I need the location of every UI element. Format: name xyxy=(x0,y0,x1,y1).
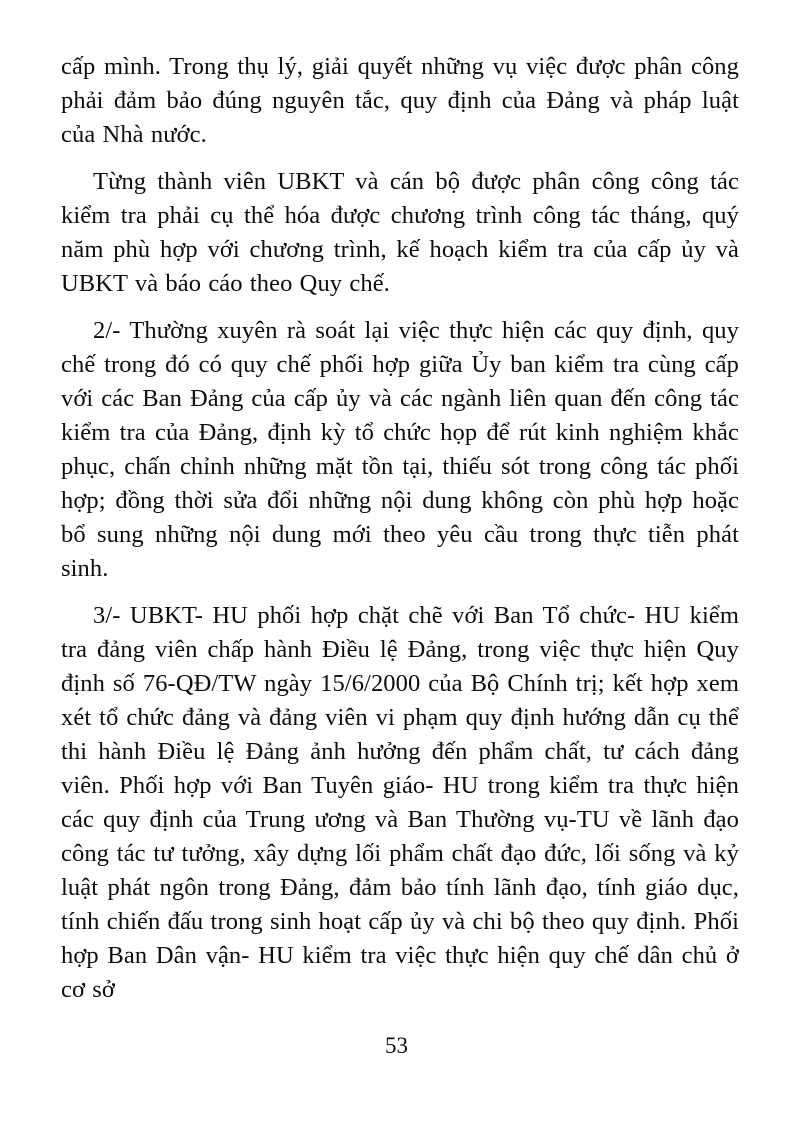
body-paragraph: cấp mình. Trong thụ lý, giải quyết những vụ việc được phân công phải đảm bảo đúng nguyên tắc, quy định của Đảng và pháp luật của Nhà nước. xyxy=(61,53,739,148)
body-paragraph: Từng thành viên UBKT và cán bộ được phân công công tác kiểm tra phải cụ thể hóa được chương trình công tác tháng, quý năm phù hợp với chương trình, kế hoạch kiểm tra của cấp ủy và UBKT và báo cáo theo Quy chế. xyxy=(61,168,739,297)
page-number: 53 xyxy=(385,1033,408,1058)
body-paragraph: 3/- UBKT- HU phối hợp chặt chẽ với Ban Tổ chức- HU kiểm tra đảng viên chấp hành Điều lệ Đảng, trong việc thực hiện Quy định số 76-QĐ/TW ngày 15/6/2000 của Bộ Chính trị; kết hợp xem xét tổ chức đảng và đảng viên vi phạm quy định hướng dẫn cụ thể thi hành Điều lệ Đảng ảnh hưởng đến phẩm chất, tư cách đảng viên. Phối hợp với Ban Tuyên giáo- HU trong kiểm tra thực hiện các quy định của Trung ương và Ban Thường vụ-TU về lãnh đạo công tác tư tưởng, xây dựng lối phẩm chất đạo đức, lối sống và kỷ luật phát ngôn trong Đảng, đảm bảo tính lãnh đạo, tính giáo dục, tính chiến đấu trong sinh hoạt cấp ủy và chi bộ theo quy định. Phối hợp Ban Dân vận- HU kiểm tra việc thực hiện quy chế dân chủ ở cơ sở xyxy=(61,602,739,1003)
body-text-block xyxy=(61,50,739,1020)
page-footer xyxy=(0,1033,793,1059)
body-paragraph: 2/- Thường xuyên rà soát lại việc thực hiện các quy định, quy chế trong đó có quy chế phối hợp giữa Ủy ban kiểm tra cùng cấp với các Ban Đảng của cấp ủy và các ngành liên quan đến công tác kiểm tra của Đảng, định kỳ tổ chức họp để rút kinh nghiệm khắc phục, chấn chỉnh những mặt tồn tại, thiếu sót trong công tác phối hợp; đồng thời sửa đổi những nội dung không còn phù hợp hoặc bổ sung những nội dung mới theo yêu cầu trong thực tiễn phát sinh. xyxy=(61,317,739,582)
